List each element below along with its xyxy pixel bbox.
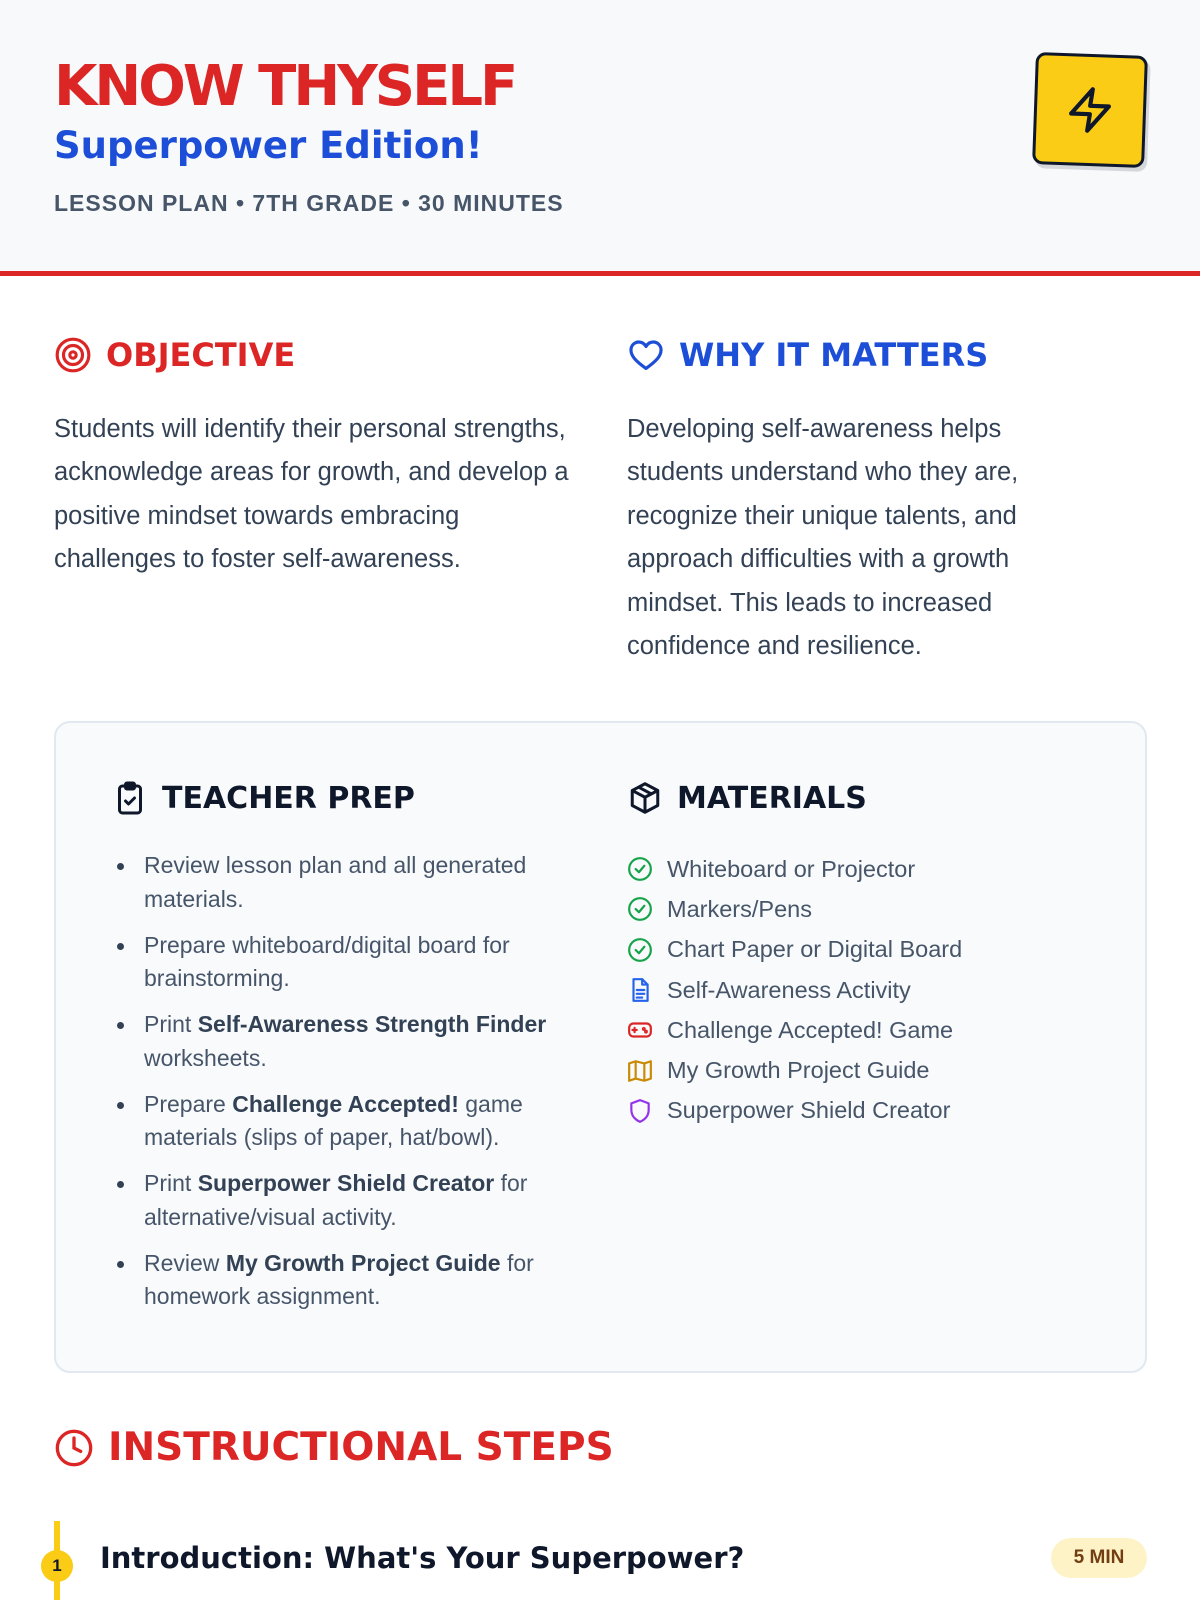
prep-item	[114, 929, 574, 996]
check-circle-icon	[627, 896, 653, 922]
material-item	[627, 849, 962, 889]
prep-item-text: for alternative/visual activity.	[144, 1170, 528, 1230]
lightning-bolt-icon	[1064, 84, 1116, 136]
prep-item-text: Prepare	[144, 1090, 233, 1117]
step-title: Introduction: What's Your Superpower?	[100, 1541, 745, 1575]
prep-item	[114, 1088, 574, 1155]
prep-item	[114, 1167, 574, 1234]
prep-item-text: Print	[144, 1170, 198, 1196]
lightning-badge	[1032, 52, 1148, 168]
material-label: Markers/Pens	[667, 895, 812, 922]
why-heading	[627, 336, 988, 374]
prep-item-emphasis: Superpower Shield Creator	[197, 1170, 495, 1196]
instructional-steps-heading-label: INSTRUCTIONAL STEPS	[108, 1425, 614, 1470]
heart-icon	[627, 336, 665, 374]
material-label: My Growth Project Guide	[667, 1057, 930, 1084]
material-item	[627, 930, 962, 970]
materials-list	[627, 849, 962, 1131]
clock-icon	[54, 1428, 94, 1468]
teacher-prep-heading-label: TEACHER PREP	[162, 780, 415, 816]
teacher-prep-list	[114, 849, 574, 1326]
prep-item	[114, 849, 574, 916]
instructional-steps-heading	[54, 1425, 614, 1470]
objective-text: Students will identify their personal strengths, acknowledge areas for growth, and develop a positive mindset towards embracing challenges to foster self-awareness.	[54, 415, 569, 574]
clipboard-check-icon	[112, 780, 148, 816]
prep-item-text: Prepare whiteboard/digital board for brainstorming.	[144, 931, 510, 991]
box-icon	[627, 780, 663, 816]
material-item	[627, 889, 962, 929]
document-icon	[627, 977, 653, 1003]
material-label: Superpower Shield Creator	[667, 1097, 951, 1124]
objective-heading-label: OBJECTIVE	[106, 336, 296, 374]
lesson-header	[0, 0, 1200, 276]
material-label: Chart Paper or Digital Board	[667, 936, 963, 963]
material-item	[627, 970, 962, 1010]
prep-item-text: game materials (slips of paper, hat/bowl).	[144, 1090, 523, 1150]
material-item	[627, 1091, 962, 1131]
material-label: Challenge Accepted! Game	[667, 1016, 954, 1043]
page-title: KNOW THYSELF	[54, 54, 516, 119]
check-circle-icon	[627, 937, 653, 963]
shield-icon	[627, 1098, 653, 1124]
prep-item-emphasis: Self-Awareness Strength Finder	[197, 1011, 547, 1037]
prep-item-text: Review	[144, 1249, 226, 1276]
why-heading-label: WHY IT MATTERS	[679, 336, 989, 374]
lesson-meta: LESSON PLAN • 7TH GRADE • 30 MINUTES	[54, 190, 564, 216]
step-duration-badge: 5 MIN	[1051, 1538, 1147, 1578]
materials-heading	[627, 780, 867, 816]
material-item	[627, 1010, 962, 1050]
target-icon	[54, 336, 92, 374]
material-label: Self-Awareness Activity	[667, 976, 911, 1003]
step-number-badge: 1	[41, 1550, 73, 1582]
prep-item-text: Print	[144, 1011, 198, 1037]
material-label: Whiteboard or Projector	[667, 855, 916, 882]
prep-item-text: worksheets.	[144, 1044, 267, 1071]
prep-item	[114, 1008, 574, 1075]
prep-item-emphasis: Challenge Accepted!	[232, 1090, 459, 1117]
objective-heading	[54, 336, 295, 374]
materials-heading-label: MATERIALS	[677, 780, 867, 816]
map-icon	[627, 1058, 653, 1084]
gamepad-icon	[627, 1017, 653, 1043]
check-circle-icon	[627, 856, 653, 882]
prep-item-emphasis: My Growth Project Guide	[225, 1249, 501, 1276]
page-subtitle: Superpower Edition!	[54, 124, 483, 167]
material-item	[627, 1050, 962, 1090]
prep-item-text: for homework assignment.	[144, 1249, 534, 1309]
teacher-prep-heading	[112, 780, 415, 816]
prep-item	[114, 1247, 574, 1314]
why-text: Developing self-awareness helps students understand who they are, recognize their unique talents, and approach difficulties with a growth mindset. This leads to increased confidence and resilience.	[627, 415, 1019, 661]
prep-item-text: Review lesson plan and all generated materials.	[144, 852, 527, 912]
